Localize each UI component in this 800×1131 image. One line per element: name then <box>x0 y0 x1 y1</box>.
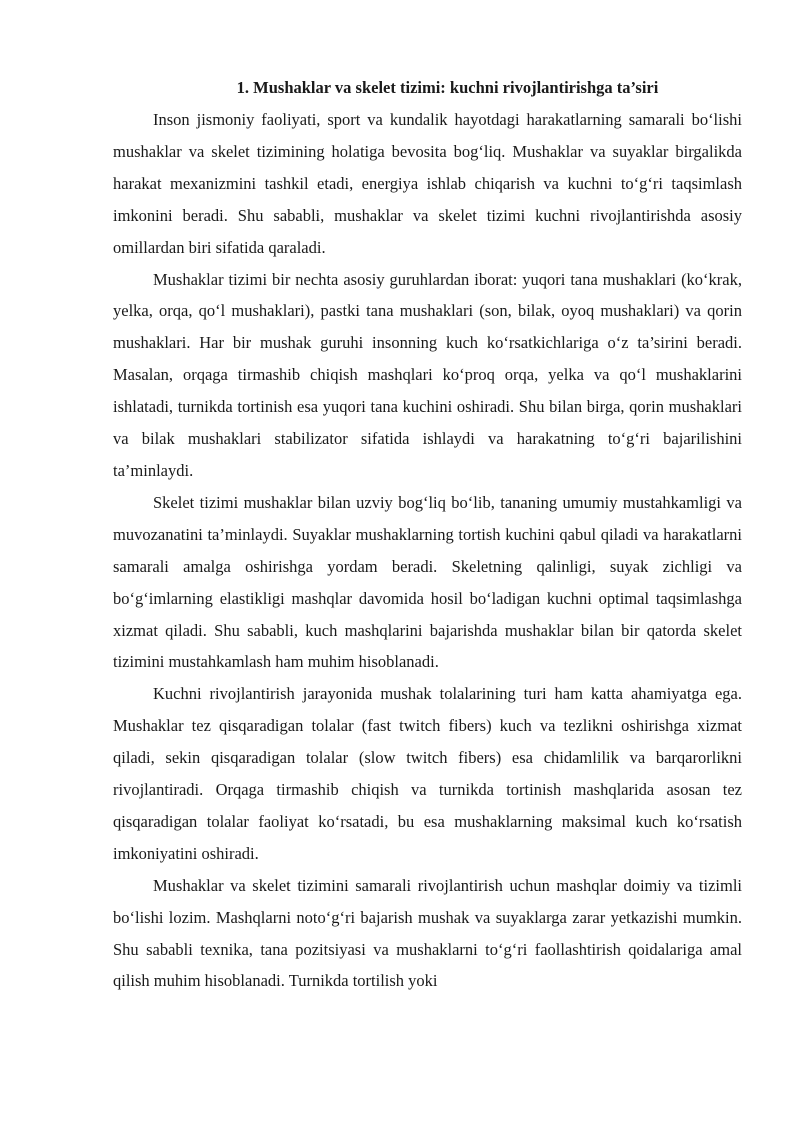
document-page <box>113 72 742 997</box>
section-heading: 1. Mushaklar va skelet tizimi: kuchni rivojlantirishga ta’siri <box>236 78 659 97</box>
paragraph-intro: Inson jismoniy faoliyati, sport va kundalik hayotdagi harakatlarning samarali bo‘lishi mushaklar va skelet tizimining holatiga bevosita bog‘liq. Mushaklar va suyaklar birgalikda harakat mexanizmini tashkil etadi, energiya ishlab chiqarish va kuchni to‘g‘ri taqsimlash imkonini beradi. Shu sababli, mushaklar va skelet tizimi kuchni rivojlantirishda asosiy omillardan biri sifatida qaraladi. <box>113 110 742 257</box>
paragraph-muscle-fibers: Kuchni rivojlantirish jarayonida mushak tolalarining turi ham katta ahamiyatga ega. Mushaklar tez qisqaradigan tolalar (fast twitch fibers) kuch va tezlikni oshirishga xizmat qiladi, sekin qisqaradigan tolalar (slow twitch fibers) esa chidamlilik va barqarorlikni rivojlantiradi. Orqaga tirmashib chiqish va turnikda tortinish mashqlarida asosan tez qisqaradigan tolalar faoliyat ko‘rsatadi, bu esa mushaklarning maksimal kuch ko‘rsatish imkoniyatini oshiradi. <box>113 684 742 863</box>
paragraph-training-rules: Mushaklar va skelet tizimini samarali rivojlantirish uchun mashqlar doimiy va tizimli bo‘lishi lozim. Mashqlarni noto‘g‘ri bajarish mushak va suyaklarga zarar yetkazishi mumkin. Shu sababli texnika, tana pozitsiyasi va mushaklarni to‘g‘ri faollashtirish qoidalariga amal qilish muhim hisoblanadi. Turnikda tortilish yoki <box>113 875 742 991</box>
paragraph-muscle-groups: Mushaklar tizimi bir nechta asosiy guruhlardan iborat: yuqori tana mushaklari (ko‘krak, yelka, orqa, qo‘l mushaklari), pastki tana mushaklari (son, bilak, oyoq mushaklari) va qorin mushaklari. Har bir mushak guruhi insonning kuch ko‘rsatkichlariga o‘z ta’sirini beradi. Masalan, orqaga tirmashib chiqish mashqlari ko‘proq orqa, yelka va qo‘l mushaklarini ishlatadi, turnikda tortinish esa yuqori tana kuchini oshiradi. Shu bilan birga, qorin mushaklari va bilak mushaklari stabilizator sifatida ishlaydi va harakatning to‘g‘ri bajarilishini ta’minlaydi. <box>113 269 742 480</box>
paragraph-skeletal-system: Skelet tizimi mushaklar bilan uzviy bog‘liq bo‘lib, tananing umumiy mustahkamligi va muvozanatini ta’minlaydi. Suyaklar mushaklarning tortish kuchini qabul qiladi va harakatlarni samarali amalga oshirishga yordam beradi. Skeletning qalinligi, suyak zichligi va bo‘g‘imlarning elastikligi mashqlar davomida hosil bo‘ladigan kuchni optimal taqsimlashga xizmat qiladi. Shu sababli, kuch mashqlarini bajarishda mushaklar bilan bir qatorda skelet tizimini mustahkamlash ham muhim hisoblanadi. <box>113 492 742 672</box>
